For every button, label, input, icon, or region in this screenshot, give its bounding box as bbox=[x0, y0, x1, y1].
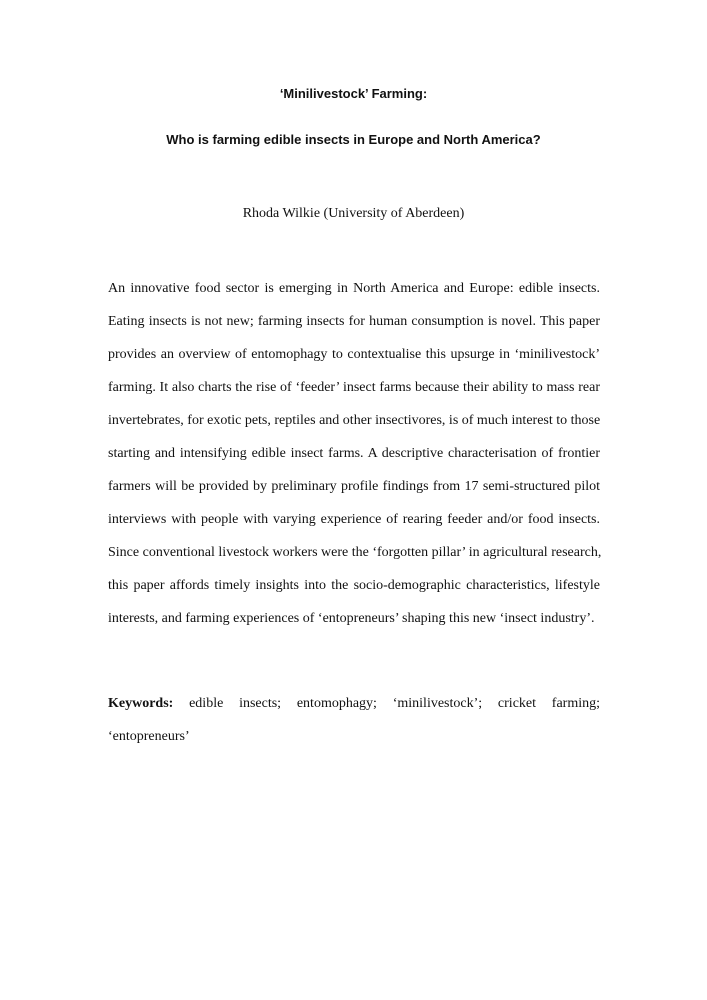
keywords-line-1 bbox=[108, 687, 600, 720]
keyword-term: cricket bbox=[497, 696, 537, 711]
keyword-term: insects; bbox=[239, 696, 282, 711]
abstract-line: An innovative food sector is emerging in North America and Europe: edible insects. bbox=[108, 281, 600, 296]
abstract-line: this paper affords timely insights into the socio-demographic characteristics, lifestyle bbox=[108, 578, 600, 593]
keywords-label: Keywords: bbox=[108, 696, 174, 711]
abstract-line: Eating insects is not new; farming insects for human consumption is novel. This paper bbox=[108, 314, 600, 329]
keywords-line-2: ‘entopreneurs’ bbox=[108, 729, 190, 744]
abstract-line: provides an overview of entomophagy to contextualise this upsurge in ‘minilivestock’ bbox=[108, 347, 600, 362]
abstract-line: farmers will be provided by preliminary profile findings from 17 semi-structured pilot bbox=[108, 479, 600, 494]
abstract-line: Since conventional livestock workers were the ‘forgotten pillar’ in agricultural research, bbox=[108, 545, 602, 560]
keyword-term: ‘minilivestock’; bbox=[392, 696, 483, 711]
abstract-line: starting and intensifying edible insect farms. A descriptive characterisation of frontier bbox=[108, 446, 600, 461]
paper-title-line-2: Who is farming edible insects in Europe and North America? bbox=[166, 132, 541, 147]
abstract-line: farming. It also charts the rise of ‘feeder’ insect farms because their ability to mass rear bbox=[108, 380, 600, 395]
keyword-term: edible bbox=[189, 696, 224, 711]
author-affiliation: Rhoda Wilkie (University of Aberdeen) bbox=[242, 206, 465, 221]
abstract-line: interviews with people with varying experience of rearing feeder and/or food insects. bbox=[108, 512, 600, 527]
paper-title-line-1: ‘Minilivestock’ Farming: bbox=[279, 86, 428, 101]
abstract bbox=[108, 272, 600, 635]
keyword-term: farming; bbox=[551, 696, 600, 711]
abstract-line: interests, and farming experiences of ‘entopreneurs’ shaping this new ‘insect industry’. bbox=[108, 611, 595, 626]
keywords-section bbox=[108, 687, 600, 753]
abstract-line: invertebrates, for exotic pets, reptiles and other insectivores, is of much interest to those bbox=[108, 413, 601, 428]
keyword-term: entomophagy; bbox=[296, 696, 377, 711]
